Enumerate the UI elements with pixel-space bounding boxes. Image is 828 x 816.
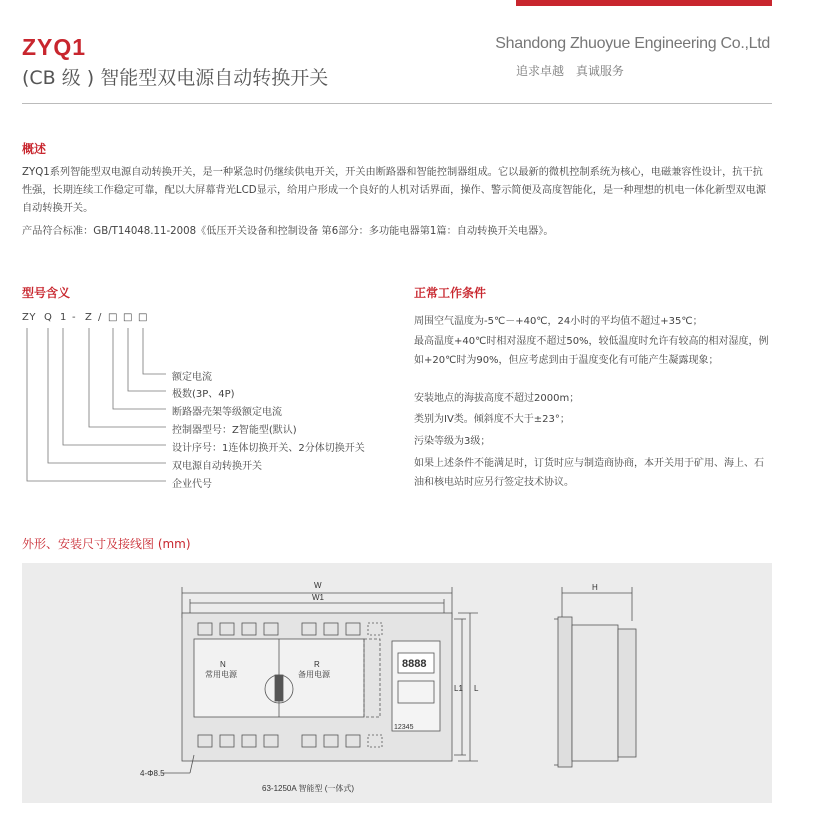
drawing-panel	[22, 563, 772, 803]
source-n-text: 常用电源	[205, 670, 237, 679]
dim-w-label: W	[314, 581, 322, 590]
source-r-label: R	[314, 660, 320, 669]
overview-title: 概述	[22, 142, 47, 156]
drawing-title: 外形、安装尺寸及接线图 (mm)	[22, 537, 191, 551]
standard-text: 产品符合标准：GB/T14048.11-2008《低压开关设备和控制设备 第6部分：多功能电器第1篇：自动转换开关电器》。	[22, 226, 554, 237]
overview-paragraph: ZYQ1系列智能型双电源自动转换开关，是一种紧急时仍继续供电开关，开关由断路器和智能控制器组成。它以最新的微机控制系统为核心，电磁兼容性设计，抗干抗性强，长期连续工作稳定可靠，配以大屏幕背光LCD显示，给用户形成一个良好的人机对话界面，操作、警示简便及高度智能化，是一种理想的机电一体化新型双电源自动转换开关。	[22, 167, 766, 214]
code-part: /	[98, 312, 102, 323]
condition-item: 最高温度+40℃时相对湿度不超过50%，较低温度时允许有较高的相对湿度，例如+20℃时为90%，但应考虑到由于温度变化有可能产生凝露现象；	[414, 336, 769, 366]
mounting-hole-label: 4-Φ8.5	[140, 769, 165, 778]
code-part: □	[123, 312, 133, 323]
dim-l-label: L	[474, 684, 479, 693]
condition-item: 类别为IV类。倾斜度不大于±23°；	[414, 414, 570, 425]
legend-frame-current: 断路器壳架等级额定电流	[172, 407, 282, 418]
lcd-display: 8888	[402, 658, 427, 670]
legend-controller-type: 控制器型号：Z智能型(默认)	[172, 425, 297, 436]
dim-l1-label: L1	[454, 684, 463, 693]
product-subtitle: (CB 级 ) 智能型双电源自动转换开关	[22, 67, 329, 89]
company-slogan: 追求卓越 真诚服务	[516, 64, 624, 78]
source-n-label: N	[220, 660, 226, 669]
code-part: Q	[44, 312, 53, 323]
legend-company-code: 企业代号	[172, 479, 212, 490]
legend-design-number: 设计序号：1连体切换开关、2分体切换开关	[172, 443, 365, 454]
condition-item: 如果上述条件不能满足时，订货时应与制造商协商，本开关用于矿用、海上、石油和核电站时应另行签定技术协议。	[414, 458, 764, 488]
header-divider	[22, 103, 772, 104]
code-part: 1	[60, 312, 67, 323]
company-name: Shandong Zhuoyue Engineering Co.,Ltd	[495, 35, 770, 52]
code-part: Z	[85, 312, 93, 323]
drawing-caption: 63-1250A 智能型 (一体式)	[262, 784, 355, 793]
code-part: □	[138, 312, 148, 323]
condition-item: 污染等级为3级；	[414, 436, 491, 447]
conditions-title: 正常工作条件	[414, 286, 487, 300]
legend-ats: 双电源自动转换开关	[172, 461, 262, 472]
dim-h-label: H	[592, 583, 598, 592]
legend-rated-current: 额定电流	[172, 372, 212, 383]
dimension-drawing	[22, 563, 772, 803]
terminal-block-label: 12345	[394, 724, 414, 731]
code-part: □	[108, 312, 118, 323]
legend-poles: 极数(3P、4P)	[172, 389, 235, 400]
condition-item: 安装地点的海拔高度不超过2000m；	[414, 393, 580, 404]
top-accent-bar	[516, 0, 772, 6]
code-part: ZY	[22, 312, 36, 323]
dim-w1-label: W1	[312, 593, 324, 602]
model-meaning-title: 型号含义	[22, 286, 71, 300]
source-r-text: 备用电源	[298, 670, 330, 679]
code-part: -	[72, 312, 77, 323]
condition-item: 周围空气温度为-5℃－+40℃，24小时的平均值不超过+35℃；	[414, 316, 703, 327]
model-title: ZYQ1	[22, 34, 87, 60]
